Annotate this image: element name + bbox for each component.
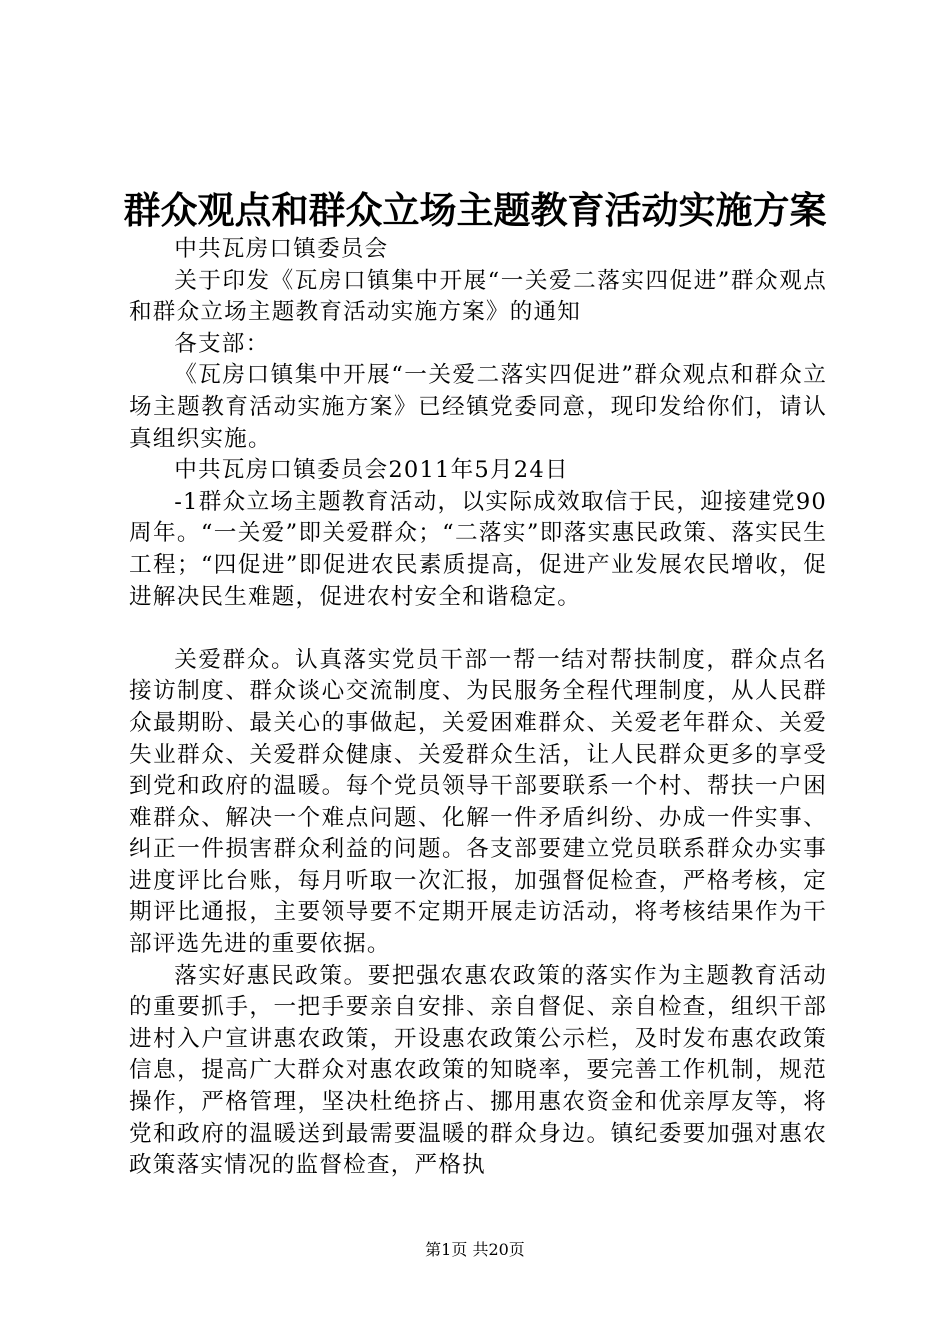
paragraph-policy-implementation: 落实好惠民政策。要把强农惠农政策的落实作为主题教育活动的重要抓手，一把手要亲自安排、亲自督促、亲自检查，组织干部进村入户宣讲惠农政策，开设惠农政策公示栏，及时发布惠农政策信息，提高广大群众对惠农政策的知晓率，要完善工作机制，规范操作，严格管理，坚决杜绝挤占、挪用惠农资金和优亲厚友等，将党和政府的温暖送到最需要温暖的群众身边。镇纪委要加强对惠农政策落实情况的监督检查，严格执 — [129, 962, 827, 1179]
page-footer: 第1页 共20页 — [425, 1240, 525, 1259]
document-body — [129, 234, 827, 1182]
salutation: 各支部： — [174, 330, 270, 357]
notice-heading: 关于印发《瓦房口镇集中开展“一关爱二落实四促进”群众观点和群众立场主题教育活动实施方案》的通知 — [129, 267, 827, 326]
paragraph-overview: -1群众立场主题教育活动，以实际成效取信于民，迎接建党90周年。“一关爱”即关爱群众；“二落实”即落实惠民政策、落实民生工程；“四促进”即促进农民素质提高，促进产业发展农民增收，促进解决民生难题，促进农村安全和谐稳定。 — [129, 488, 827, 610]
notice-body: 《瓦房口镇集中开展“一关爱二落实四促进”群众观点和群众立场主题教育活动实施方案》已经镇党委同意，现印发给你们，请认真组织实施。 — [129, 362, 827, 452]
document-title: 群众观点和群众立场主题教育活动实施方案 — [123, 188, 827, 232]
paragraph-care-for-masses: 关爱群众。认真落实党员干部一帮一结对帮扶制度，群众点名接访制度、群众谈心交流制度、为民服务全程代理制度，从人民群众最期盼、最关心的事做起，关爱困难群众、关爱老年群众、关爱失业群众、关爱群众健康、关爱群众生活，让人民群众更多的享受到党和政府的温暖。每个党员领导干部要联系一个村、帮扶一户困难群众、解决一个难点问题、化解一件矛盾纠纷、办成一件实事、纠正一件损害群众利益的问题。各支部要建立党员联系群众办实事进度评比台账，每月听取一次汇报，加强督促检查，严格考核，定期评比通报，主要领导要不定期开展走访活动，将考核结果作为干部评选先进的重要依据。 — [129, 646, 827, 958]
signature-date: 中共瓦房口镇委员会2011年5月24日 — [174, 457, 569, 484]
issuer-line: 中共瓦房口镇委员会 — [174, 236, 389, 262]
